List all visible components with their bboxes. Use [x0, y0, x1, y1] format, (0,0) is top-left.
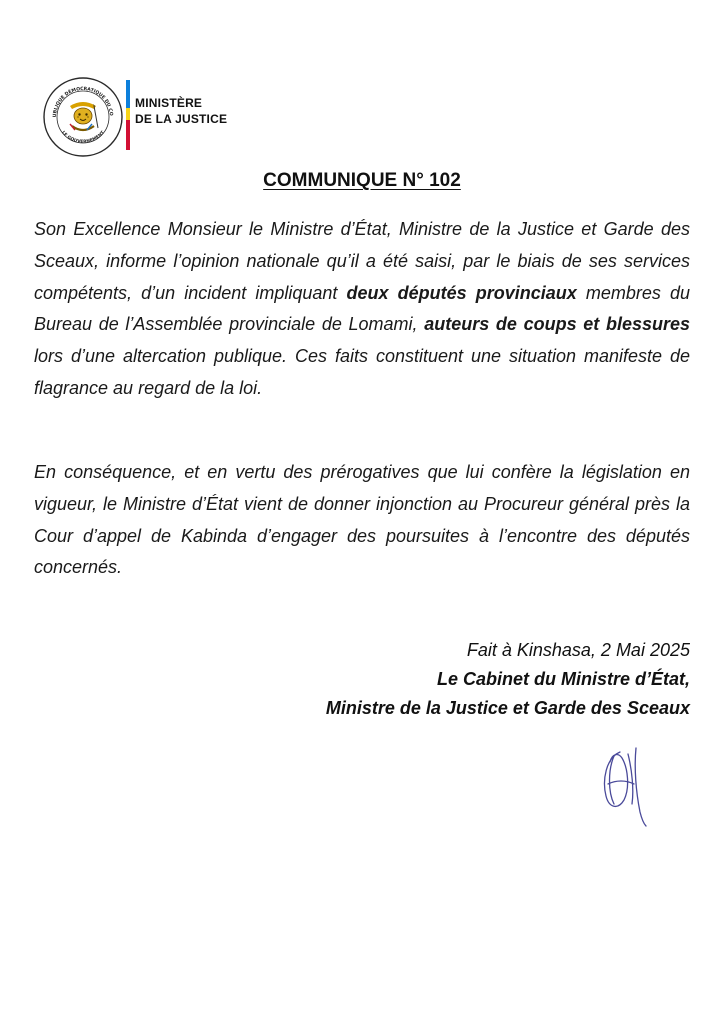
handwritten-signature	[592, 740, 662, 830]
seal-bottom-text: LE GOUVERNEMENT	[60, 130, 106, 145]
flag-color-divider	[126, 80, 130, 150]
ministry-name-line2: DE LA JUSTICE	[135, 112, 228, 126]
cabinet-line: Le Cabinet du Ministre d’État,	[436, 669, 690, 689]
signature-block	[326, 636, 690, 723]
ministry-name-line1: MINISTÈRE	[135, 96, 203, 110]
communique-title: COMMUNIQUE N° 102	[263, 170, 461, 191]
p1-bold-1: deux députés provinciaux	[346, 282, 577, 303]
paragraph-1	[34, 214, 690, 405]
place-and-date: Fait à Kinshasa, 2 Mai 2025	[466, 640, 690, 660]
p1-text-1: Son Excellence Monsieur le Ministre d’État, Ministre de la Justice et Garde des Sceaux, informe l’opinion nationale qu’il a été saisi, par le biais de ses services compétents, d’un incident impliquant	[34, 219, 690, 303]
paragraph-2: En conséquence, et en vertu des prérogatives que lui confère la législation en vigueur, le Ministre d’État vient de donner injonction au Procureur général près la Cour d’appel de Kabinda d’engager des poursuites à l’encontre des députés concernés.	[34, 462, 690, 578]
minister-title-line: Ministre de la Justice et Garde des Sceaux	[325, 698, 690, 718]
government-seal-logo	[42, 76, 124, 158]
seal-outer-text: UBLIQUE DÉMOCRATIQUE DU CO	[52, 86, 114, 118]
ministry-name	[135, 95, 227, 127]
p1-text-3: lors d’une altercation publique. Ces faits constituent une situation manifeste de flagrance au regard de la loi.	[34, 346, 690, 398]
p1-text-2: membres du Bureau de l’Assemblée provinciale de Lomami,	[34, 282, 690, 335]
p1-bold-2: auteurs de coups et blessures	[424, 314, 691, 335]
